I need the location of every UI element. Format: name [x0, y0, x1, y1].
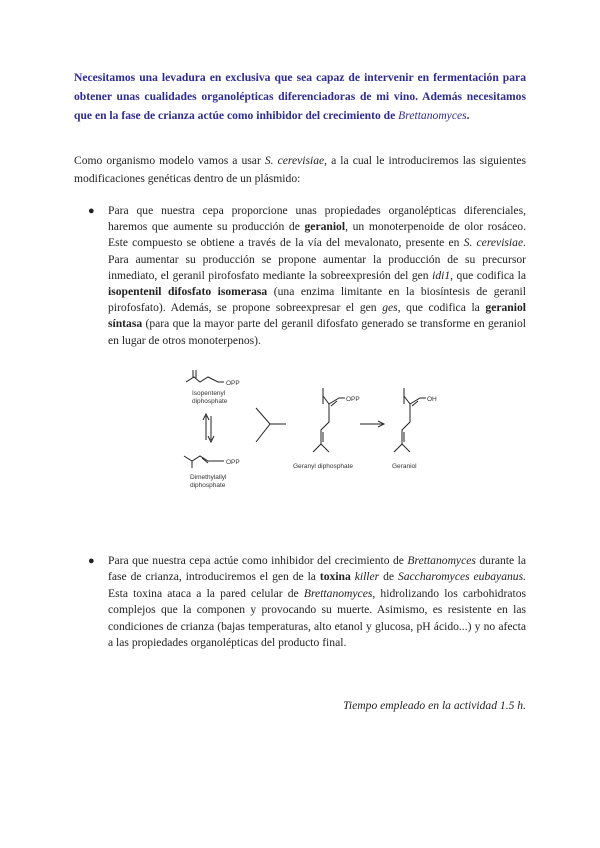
- b2-species: Saccharomyces eubayanus.: [397, 570, 527, 584]
- isopentenyl-label-1: Isopentenyl: [192, 390, 226, 397]
- pathway-svg: [178, 368, 438, 493]
- intro-paragraph: [74, 68, 526, 125]
- intro-end: .: [466, 109, 470, 122]
- geranyl-tail: [321, 444, 329, 452]
- bullet-geraniol: [88, 203, 526, 349]
- b2-text-2: durante la fase de crianza, introduciremos el gen de la: [108, 554, 526, 584]
- dimethylallyl-label-2: diphosphate: [190, 482, 226, 489]
- b1-text-4: , que codifica la: [450, 268, 526, 282]
- organism-text-2: , a la cual le introduciremos las siguientes modificaciones genéticas dentro de un plásmido:: [74, 154, 527, 185]
- b1-text-5: (una enzima limitante en la biosíntesis de geranil pirofosfato). Además, se propone sobreexpresar el gen: [108, 285, 526, 315]
- bullet-killer-toxin: [88, 553, 527, 651]
- b1-text-3: Para aumentar su producción se propone aumentar la producción de su precursor inmediato, el geranil pirofosfato mediante la sobreexpresión del gen: [108, 252, 526, 282]
- b1-text-2: , un monoterpenoide de olor rosáceo. Este compuesto se obtiene a través de la vía del mevalonato, presente en: [108, 220, 526, 250]
- organism-species: S. cerevisiae: [264, 154, 325, 167]
- geraniol-label: Geraniol: [392, 463, 417, 470]
- geraniol-oh-label: OH: [427, 396, 437, 403]
- organism-paragraph: [74, 152, 526, 187]
- b2-organism-2: Brettanomyces: [303, 586, 373, 600]
- b1-text-6: , que codifica la: [397, 301, 486, 315]
- geranyl-label: Geranyl diphosphate: [293, 463, 353, 470]
- b2-killer: killer: [354, 570, 380, 584]
- time-spent-note: Tiempo empleado en la actividad 1.5 h.: [343, 699, 526, 712]
- geraniol-pathway-diagram: [178, 368, 438, 493]
- b1-enzyme-isomerasa: isopentenil difosfato isomerasa: [108, 285, 268, 299]
- geranyl-opp-label: OPP: [346, 396, 360, 403]
- intro-text: Necesitamos una levadura en exclusiva que sea capaz de intervenir en fermentación para obtener unas cualidades organolépticas diferenciadoras de mi vino. Además necesitamos que en la fase de crianza actúe como inhibidor del crecimiento de: [74, 71, 526, 122]
- geraniol-chain: [394, 404, 410, 452]
- geranyl-head: [323, 396, 345, 404]
- dimethylallyl-label-1: Dimethylallyl: [190, 474, 227, 481]
- b2-toxina: toxina: [319, 570, 351, 584]
- b1-gene-ges: ges: [382, 301, 398, 315]
- bullet-dot: ●: [88, 555, 95, 567]
- bullet-dot: ●: [88, 205, 95, 217]
- b2-text-5: Esta toxina ataca a la pared celular de: [108, 586, 304, 600]
- isopentenyl-label-2: diphosphate: [192, 398, 228, 405]
- b2-text-6: , hidrolizando los carbohidratos complejos que la componen y provocando su muerte. Asimismo, es resistente en las condiciones de crianza (bajas temperaturas, alto etanol y glucosa, pH ácido...) y no afecta a las propiedades organolépticas del producto final.: [108, 586, 527, 650]
- b1-enzyme-sintasa: geraniol síntasa: [108, 301, 526, 331]
- isopentenyl-opp-label: OPP: [226, 380, 240, 387]
- b2-organism: Brettanomyces: [407, 554, 476, 567]
- isopentenyl-skeleton: [186, 377, 224, 382]
- intro-organism: Brettanomyces: [398, 109, 467, 122]
- b1-text-7: (para que la mayor parte del geranil difosfato generado se transforme en geraniol en lugar de otros monoterpenos).: [108, 317, 526, 347]
- dimethylallyl-opp-label: OPP: [226, 459, 240, 466]
- geranyl-chain: [313, 404, 329, 452]
- geraniol-head: [404, 396, 426, 404]
- b1-geraniol: geraniol: [304, 220, 346, 234]
- organism-text-1: Como organismo modelo vamos a usar: [74, 154, 265, 167]
- b2-text-4: de: [379, 570, 398, 584]
- b2-text-1: Para que nuestra cepa actúe como inhibidor del crecimiento de: [108, 554, 408, 567]
- b1-species: S. cerevisiae.: [463, 236, 526, 250]
- b1-text-1: Para que nuestra cepa proporcione unas propiedades organolépticas diferenciales, haremos que aumente su producción de: [108, 204, 526, 234]
- b1-gene-idi1: idi1: [432, 268, 451, 282]
- combine-bracket: [256, 408, 270, 442]
- geraniol-tail: [402, 444, 410, 452]
